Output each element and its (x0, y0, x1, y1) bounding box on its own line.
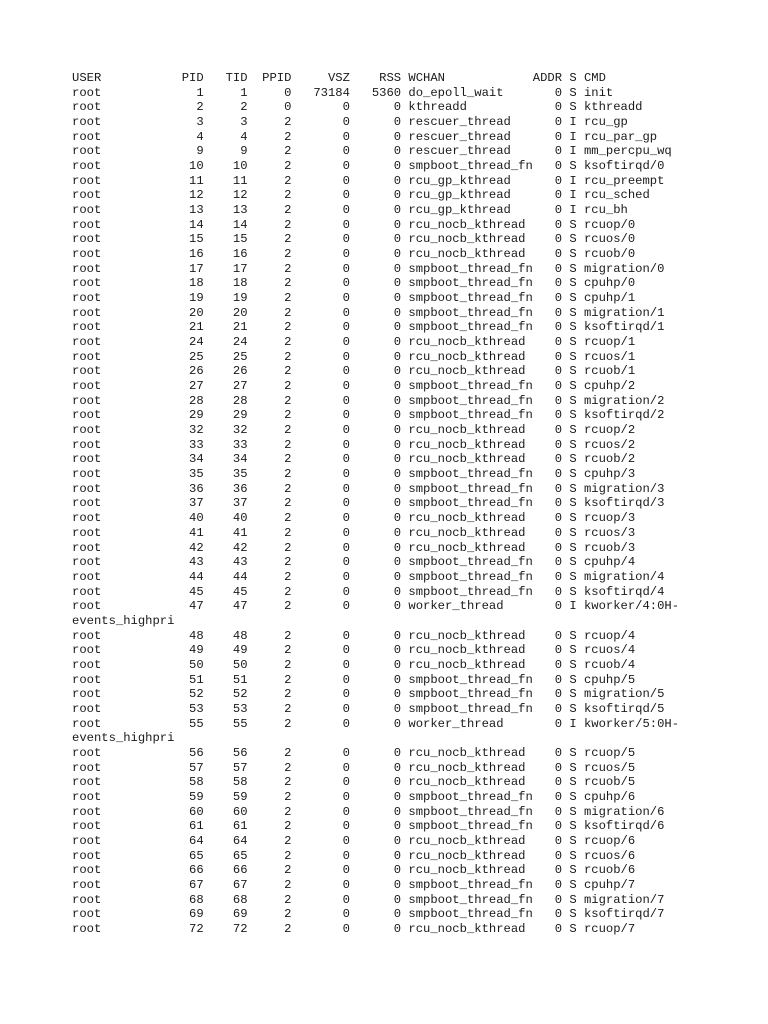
table-row: root 28 28 2 0 0 smpboot_thread_fn 0 S migration/2 (72, 393, 665, 408)
table-row: root 25 25 2 0 0 rcu_nocb_kthread 0 S rcuos/1 (72, 349, 636, 364)
table-row-continuation: events_highpri (72, 613, 175, 628)
table-row: root 13 13 2 0 0 rcu_gp_kthread 0 I rcu_bh (72, 203, 628, 218)
process-list (72, 71, 679, 937)
table-row: root 44 44 2 0 0 smpboot_thread_fn 0 S migration/4 (72, 569, 665, 584)
table-row: root 11 11 2 0 0 rcu_gp_kthread 0 I rcu_preempt (72, 173, 665, 188)
table-row: root 21 21 2 0 0 smpboot_thread_fn 0 S ksoftirqd/1 (72, 320, 665, 335)
table-row: root 58 58 2 0 0 rcu_nocb_kthread 0 S rcuob/5 (72, 775, 636, 790)
table-row: root 66 66 2 0 0 rcu_nocb_kthread 0 S rcuob/6 (72, 863, 636, 878)
table-row: root 10 10 2 0 0 smpboot_thread_fn 0 S ksoftirqd/0 (72, 159, 665, 174)
table-row: root 53 53 2 0 0 smpboot_thread_fn 0 S ksoftirqd/5 (72, 701, 665, 716)
table-row: root 20 20 2 0 0 smpboot_thread_fn 0 S migration/1 (72, 305, 665, 320)
table-row: root 43 43 2 0 0 smpboot_thread_fn 0 S cpuhp/4 (72, 555, 636, 570)
table-row: root 24 24 2 0 0 rcu_nocb_kthread 0 S rcuop/1 (72, 335, 636, 350)
table-row: root 2 2 0 0 0 kthreadd 0 S kthreadd (72, 100, 643, 115)
table-row: root 36 36 2 0 0 smpboot_thread_fn 0 S migration/3 (72, 481, 665, 496)
table-row: root 40 40 2 0 0 rcu_nocb_kthread 0 S rcuop/3 (72, 511, 636, 526)
table-row: root 17 17 2 0 0 smpboot_thread_fn 0 S migration/0 (72, 261, 665, 276)
table-row: root 55 55 2 0 0 worker_thread 0 I kworker/5:0H- (72, 716, 680, 731)
table-row: root 3 3 2 0 0 rescuer_thread 0 I rcu_gp (72, 115, 628, 130)
table-row: root 32 32 2 0 0 rcu_nocb_kthread 0 S rcuop/2 (72, 423, 636, 438)
table-row: root 49 49 2 0 0 rcu_nocb_kthread 0 S rcuos/4 (72, 643, 636, 658)
table-row: root 9 9 2 0 0 rescuer_thread 0 I mm_percpu_wq (72, 144, 672, 159)
table-row: root 35 35 2 0 0 smpboot_thread_fn 0 S cpuhp/3 (72, 467, 636, 482)
table-row: root 65 65 2 0 0 rcu_nocb_kthread 0 S rcuos/6 (72, 848, 636, 863)
table-row: root 60 60 2 0 0 smpboot_thread_fn 0 S migration/6 (72, 804, 665, 819)
table-row: root 45 45 2 0 0 smpboot_thread_fn 0 S ksoftirqd/4 (72, 584, 665, 599)
table-row: root 52 52 2 0 0 smpboot_thread_fn 0 S migration/5 (72, 687, 665, 702)
table-row-continuation: events_highpri (72, 731, 175, 746)
table-row: root 33 33 2 0 0 rcu_nocb_kthread 0 S rcuos/2 (72, 437, 636, 452)
table-row: root 48 48 2 0 0 rcu_nocb_kthread 0 S rcuop/4 (72, 628, 636, 643)
table-row: root 68 68 2 0 0 smpboot_thread_fn 0 S migration/7 (72, 892, 665, 907)
table-row: root 56 56 2 0 0 rcu_nocb_kthread 0 S rcuop/5 (72, 745, 636, 760)
table-row: root 27 27 2 0 0 smpboot_thread_fn 0 S cpuhp/2 (72, 379, 636, 394)
table-row: root 50 50 2 0 0 rcu_nocb_kthread 0 S rcuob/4 (72, 657, 636, 672)
table-row: root 14 14 2 0 0 rcu_nocb_kthread 0 S rcuop/0 (72, 217, 636, 232)
table-row: root 18 18 2 0 0 smpboot_thread_fn 0 S cpuhp/0 (72, 276, 636, 291)
table-row: root 59 59 2 0 0 smpboot_thread_fn 0 S cpuhp/6 (72, 789, 636, 804)
table-row: root 26 26 2 0 0 rcu_nocb_kthread 0 S rcuob/1 (72, 364, 636, 379)
table-row: root 47 47 2 0 0 worker_thread 0 I kworker/4:0H- (72, 599, 680, 614)
table-row: root 16 16 2 0 0 rcu_nocb_kthread 0 S rcuob/0 (72, 247, 636, 262)
table-row: root 15 15 2 0 0 rcu_nocb_kthread 0 S rcuos/0 (72, 232, 636, 247)
table-row: root 34 34 2 0 0 rcu_nocb_kthread 0 S rcuob/2 (72, 452, 636, 467)
table-row: root 4 4 2 0 0 rescuer_thread 0 I rcu_par_gp (72, 129, 658, 144)
table-row: root 61 61 2 0 0 smpboot_thread_fn 0 S ksoftirqd/6 (72, 819, 665, 834)
table-row: root 12 12 2 0 0 rcu_gp_kthread 0 I rcu_sched (72, 188, 650, 203)
table-row: root 42 42 2 0 0 rcu_nocb_kthread 0 S rcuob/3 (72, 540, 636, 555)
table-row: root 37 37 2 0 0 smpboot_thread_fn 0 S ksoftirqd/3 (72, 496, 665, 511)
table-row: root 69 69 2 0 0 smpboot_thread_fn 0 S ksoftirqd/7 (72, 907, 665, 922)
table-row: root 57 57 2 0 0 rcu_nocb_kthread 0 S rcuos/5 (72, 760, 636, 775)
table-row: root 67 67 2 0 0 smpboot_thread_fn 0 S cpuhp/7 (72, 877, 636, 892)
table-row: root 1 1 0 73184 5360 do_epoll_wait 0 S init (72, 85, 614, 100)
table-row: root 51 51 2 0 0 smpboot_thread_fn 0 S cpuhp/5 (72, 672, 636, 687)
table-row: root 41 41 2 0 0 rcu_nocb_kthread 0 S rcuos/3 (72, 525, 636, 540)
table-row: root 64 64 2 0 0 rcu_nocb_kthread 0 S rcuop/6 (72, 833, 636, 848)
table-row: root 29 29 2 0 0 smpboot_thread_fn 0 S ksoftirqd/2 (72, 408, 665, 423)
table-row: root 19 19 2 0 0 smpboot_thread_fn 0 S cpuhp/1 (72, 291, 636, 306)
table-row: root 72 72 2 0 0 rcu_nocb_kthread 0 S rcuop/7 (72, 921, 636, 936)
table-header: USER PID TID PPID VSZ RSS WCHAN ADDR S CMD (72, 71, 606, 85)
